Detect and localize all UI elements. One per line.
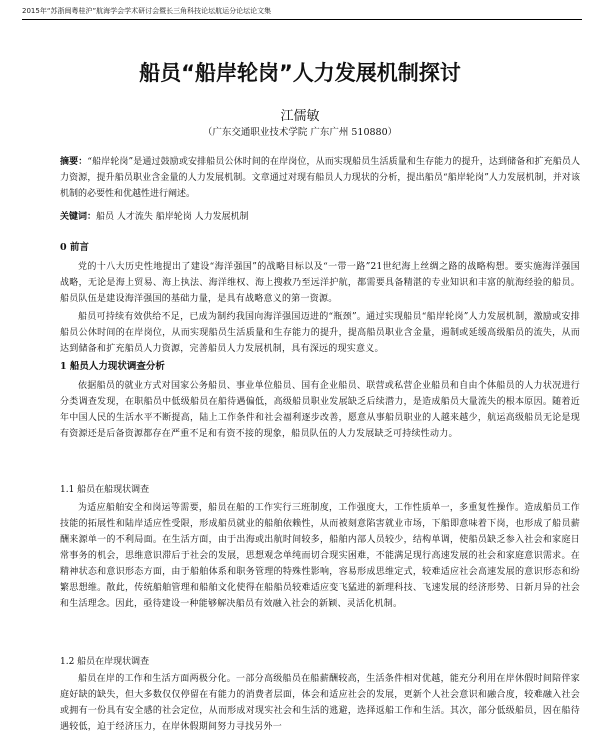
section-heading-1: 1 船员人力现状调查分析: [60, 361, 165, 372]
paragraph-1-1-1: 为适应船舶安全和岗运等需要，船员在船的工作实行三班制度，工作强度大，工作性质单一，多重复性操作。造成船员工作技能的拓展性和陆岸适应性受限，形成船员就业的船舶依赖性，从而被刻意陷害就业市场，下船即意味着下岗，也形成了船员薪酬来源单一的不利局面。在生活方面，由于出海或出航时间较多，船舶内部人员较少，结构单调，使船员缺乏参入社会和家庭日常事务的机会，思维意识滞后于社会的发展，思想观念单纯而切合现实困难，不能满足现行高速发展的社会和家庭意识需求。在精神状态和意识形态方面，由于船舶体系和职务管理的特殊性影响，容易形成思维定式，较难适应社会高速发展的意识形态和纷繁思想维。散此，传统船舶管理和船舶文化使得在船船员较难适应变飞猛进的新理科技、飞速发展的经济形势、日新月异的社会和生活理念。因此，亟待建设一种能够解决船员有效融入社会的新颖、灵活化机制。: [60, 503, 580, 609]
paragraph-preface-1: 党的十八大历史性地提出了建设“海洋强国”的战略目标以及“一带一路”21世纪海上丝绸之路的战略构想。要实施海洋强国战略，无论是海上贸易、海上执法、海洋维权、海上搜救乃至远洋护航，都需要具备精湛的专业知识和丰富的航海经验的船员。船员队伍是建设海洋强国的基础力量，是具有战略意义的第一资源。: [60, 262, 580, 304]
keywords-text: 船员 人才流失 船岸轮岗 人力发展机制: [96, 212, 249, 222]
abstract-label: 摘要：: [60, 157, 88, 167]
section-heading-preface: 0 前言: [60, 242, 89, 253]
author-name: 江儒敏: [280, 109, 320, 124]
header-rule: [22, 19, 582, 20]
abstract: [60, 154, 580, 203]
abstract-text: “船岸轮岗”是通过鼓励或安排船员公休时间的在岸岗位，从而实现船员生活质量和生存能力的提升，达到储备和扩充船员人力资源，提升船员职业含金量的人力发展机制。文章通过对现有船员人力现状的分析，提出船员“船岸轮岗”人力发展机制，并对该机制的必要性和优越性进行阐述。: [60, 157, 580, 200]
author-affiliation: （广东交通职业技术学院 广东广州 510880）: [202, 127, 398, 138]
paragraph-1-1: 依据船员的就业方式对国家公务船员、事业单位船员、国有企业船员、联营或私营企业船员和自由个体船员的人力状况进行分类调查发现，在职船员中低级船员在船待遇偏低，高级船员职业发展缺乏后续潜力，是造成船员大量流失的根本原因。随着近年中国人民的生活水平不断提高，陆上工作条件和社会福利逐步改善，愿意从事船员职业的人越来越少，航运高级船员无论是现有资源还是后备资源都存在严重不足和有资不接的现象，船员队伍的人力发展缺乏可持续性动力。: [60, 381, 580, 439]
paragraph-preface-2: 船员可持续有效供给不足，已成为制约我国向海洋强国迈进的“瓶颈”。通过实现船员“船岸轮岗”人力发展机制，激励或安排船员公休时间的在岸岗位，从而实现船员生活质量和生存能力的提升，提高船员职业含金量，遏制或延缓高级船员的流失，从而达到储备和扩充船员人力资源，完善船员人力发展机制，具有深远的现实意义。: [60, 312, 580, 354]
keywords-label: 关键词：: [60, 212, 97, 222]
paper-title: 船员“船岸轮岗”人力发展机制探讨: [139, 61, 461, 85]
keywords: [60, 210, 580, 224]
running-header: 2015年“苏浙闽粤桂沪”航海学会学术研讨会暨长三角科技论坛航运分论坛论文集: [22, 7, 272, 15]
section-heading-1-2: 1.2 船员在岸现状调查: [60, 657, 150, 667]
section-heading-1-1: 1.1 船员在船现状调查: [60, 485, 150, 495]
paragraph-1-2-1: 船员在岸的工作和生活方面两极分化。一部分高级船员在船薪酬较高，生活条件相对优越，能充分利用在岸休假时间陪伴家庭好缺的缺失，但大多数仅仅停留在有能力的消费者层面，体会和适应社会的发展，更新个人社会意识和融合度，较难融入社会或拥有一份具有安全感的社会定位，从而形成对现实社会和生活的逃避，选择返船工作和生活。其次，部分低级船员，因在船待遇较低，迫于经济压力，在岸休假期间努力寻找另外一: [60, 674, 580, 732]
